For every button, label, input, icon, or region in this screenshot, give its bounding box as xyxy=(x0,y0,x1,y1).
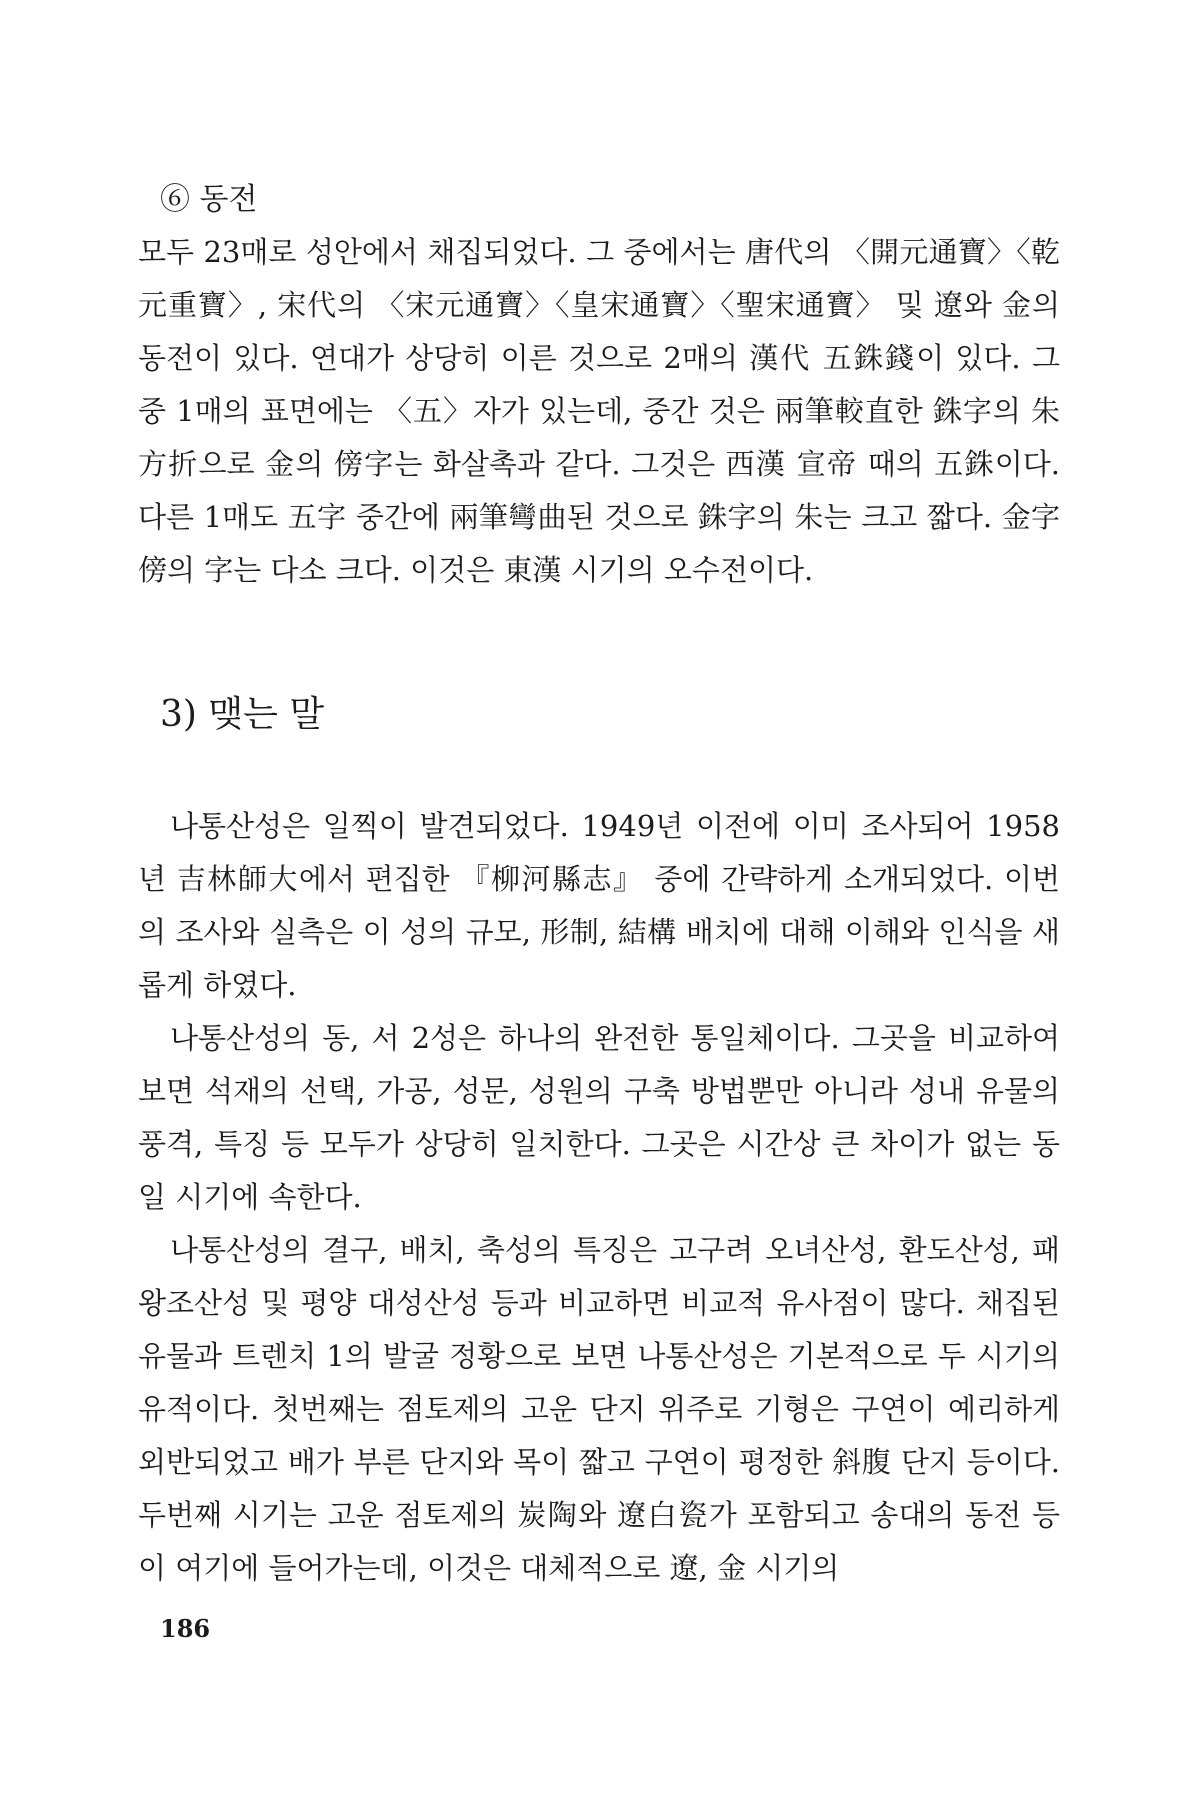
coin-section-heading: ⑥ 동전 xyxy=(160,182,258,217)
coin-section-body xyxy=(138,226,1060,597)
conclusion-body xyxy=(138,800,1060,1595)
conclusion-heading: 3) 맺는 말 xyxy=(160,694,325,735)
coin-paragraph: 모두 23매로 성안에서 채집되었다. 그 중에서는 唐代의 〈開元通寶〉〈乾元重寶〉, 宋代의 〈宋元通寶〉〈皇宋通寶〉〈聖宋通寶〉 및 遼와 金의 동전이 있다. 연대가 상당히 이른 것으로 2매의 漢代 五銖錢이 있다. 그 중 1매의 표면에는 〈五〉자가 있는데, 중간 것은 兩筆較直한 銖字의 朱方折으로 金의 傍字는 화살촉과 같다. 그것은 西漢 宣帝 때의 五銖이다. 다른 1매도 五字 중간에 兩筆彎曲된 것으로 銖字의 朱는 크고 짧다. 金字傍의 字는 다소 크다. 이것은 東漢 시기의 오수전이다. xyxy=(138,235,1060,587)
conclusion-paragraph-3: 나통산성의 결구, 배치, 축성의 특징은 고구려 오녀산성, 환도산성, 패왕조산성 및 평양 대성산성 등과 비교하면 비교적 유사점이 많다. 채집된 유물과 트렌치 1의 발굴 정황으로 보면 나통산성은 기본적으로 두 시기의 유적이다. 첫번째는 점토제의 고운 단지 위주로 기형은 구연이 예리하게 외반되었고 배가 부른 단지와 목이 짧고 구연이 평정한 斜腹 단지 등이다. 두번째 시기는 고운 점토제의 炭陶와 遼白瓷가 포함되고 송대의 동전 등이 여기에 들어가는데, 이것은 대체적으로 遼, 金 시기의 xyxy=(138,1233,1060,1585)
conclusion-paragraph-1: 나통산성은 일찍이 발견되었다. 1949년 이전에 이미 조사되어 1958년 吉林師大에서 편집한 『柳河縣志』 중에 간략하게 소개되었다. 이번의 조사와 실측은 이 성의 규모, 形制, 結構 배치에 대해 이해와 인식을 새롭게 하였다. xyxy=(138,809,1060,1002)
conclusion-paragraph-2: 나통산성의 동, 서 2성은 하나의 완전한 통일체이다. 그곳을 비교하여 보면 석재의 선택, 가공, 성문, 성원의 구축 방법뿐만 아니라 성내 유물의 풍격, 특징 등 모두가 상당히 일치한다. 그곳은 시간상 큰 차이가 없는 동일 시기에 속한다. xyxy=(138,1021,1060,1214)
page-number: 186 xyxy=(160,1614,211,1643)
